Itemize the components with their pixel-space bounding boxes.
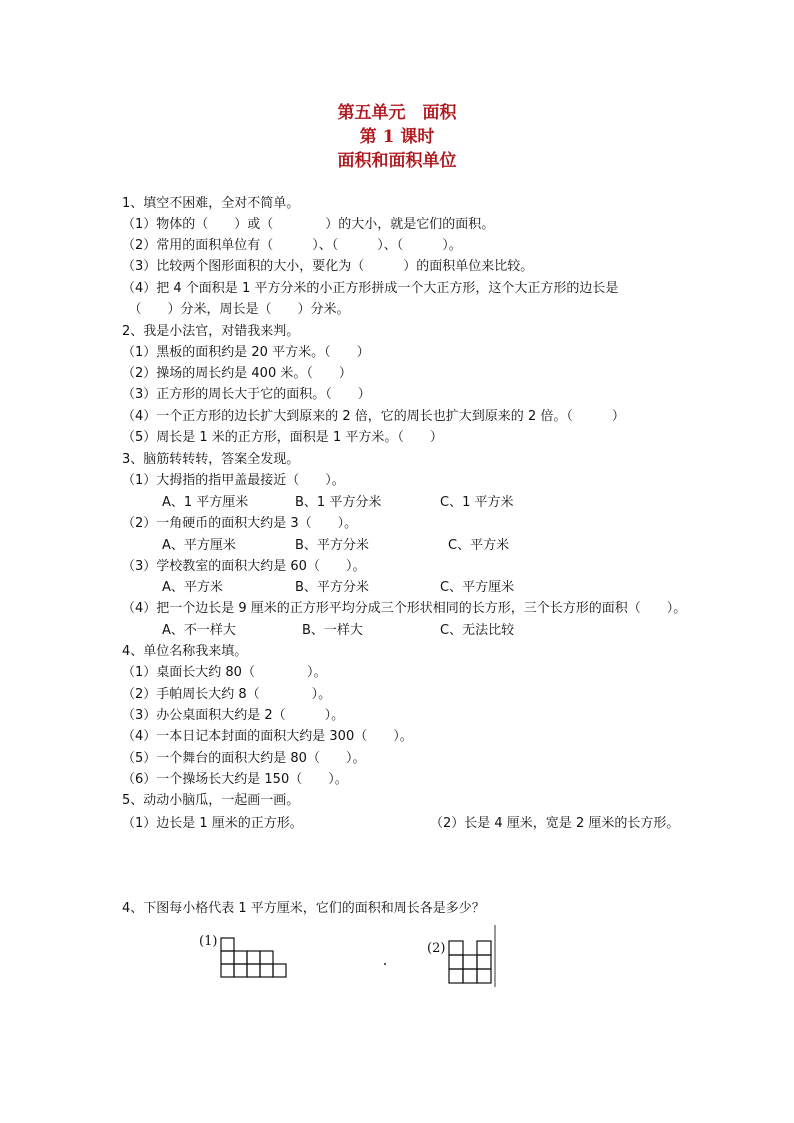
q1-4: （4）把 4 个面积是 1 平方分米的小正方形拼成一个大正方形，这个大正方形的边长是 xyxy=(122,281,619,296)
figure-1-grid xyxy=(220,937,290,983)
q3-4: （4）把一个边长是 9 厘米的正方形平均分成三个形状相同的长方形，三个长方形的面积（ ）。 xyxy=(122,601,687,616)
q3-3: （3）学校教室的面积大约是 60（ ）。 xyxy=(122,559,366,574)
q3-3-option-a: A、平方米 xyxy=(162,580,223,595)
unit-title: 第五单元 面积 xyxy=(337,103,457,123)
q2-heading: 2、我是小法官，对错我来判。 xyxy=(122,324,300,339)
q2-5: （5）周长是 1 米的正方形，面积是 1 平方米。（ ） xyxy=(122,430,443,445)
q1-1: （1）物体的（ ）或（ ）的大小，就是它们的面积。 xyxy=(122,217,495,232)
q3-3-option-c: C、平方厘米 xyxy=(440,580,515,595)
q3-1-option-a: A、1 平方厘米 xyxy=(162,495,249,510)
figure-2-label: (2) xyxy=(427,941,446,956)
q1-3: （3）比较两个图形面积的大小，要化为（ ）的面积单位来比较。 xyxy=(122,259,534,274)
q3-heading: 3、脑筋转转转，答案全发现。 xyxy=(122,452,300,467)
q2-4: （4）一个正方形的边长扩大到原来的 2 倍，它的周长也扩大到原来的 2 倍。（ ） xyxy=(122,409,625,424)
q3-2-option-c: C、平方米 xyxy=(448,538,510,553)
q6-heading: 4、下图每小格代表 1 平方厘米，它们的面积和周长各是多少？ xyxy=(122,901,485,916)
q4-1: （1）桌面长大约 80（ ）。 xyxy=(122,665,327,680)
q3-2-option-b: B、平方分米 xyxy=(295,538,369,553)
q4-3: （3）办公桌面积大约是 2（ ）。 xyxy=(122,708,345,723)
q3-1: （1）大拇指的指甲盖最接近（ ）。 xyxy=(122,473,345,488)
q2-3: （3）正方形的周长大于它的面积。（ ） xyxy=(122,387,371,402)
figure-2-grid xyxy=(448,925,498,987)
q1-4-cont: （ ）分米，周长是（ ）分米。 xyxy=(122,302,350,317)
q3-3-option-b: B、平方分米 xyxy=(295,580,369,595)
stray-mark xyxy=(384,963,386,965)
q3-4-option-c: C、无法比较 xyxy=(440,623,515,638)
q3-2-option-a: A、平方厘米 xyxy=(162,538,236,553)
q3-1-option-c: C、1 平方米 xyxy=(440,495,514,510)
topic-title: 面积和面积单位 xyxy=(337,151,457,171)
q5-1: （1）边长是 1 厘米的正方形。 xyxy=(122,816,303,831)
q4-heading: 4、单位名称我来填。 xyxy=(122,644,248,659)
q1-2: （2）常用的面积单位有（ ）、（ ）、（ ）。 xyxy=(122,238,462,253)
q4-2: （2）手帕周长大约 8（ ）。 xyxy=(122,687,332,702)
q3-1-option-b: B、1 平方分米 xyxy=(295,495,382,510)
figure-1-label: (1) xyxy=(199,934,218,949)
q3-4-option-b: B、一样大 xyxy=(302,623,363,638)
lesson-title: 第 1 课时 xyxy=(359,127,435,147)
q4-5: （5）一个舞台的面积大约是 80（ ）。 xyxy=(122,751,366,766)
q3-2: （2）一角硬币的面积大约是 3（ ）。 xyxy=(122,516,358,531)
q2-2: （2）操场的周长约是 400 米。（ ） xyxy=(122,366,352,381)
q4-6: （6）一个操场长大约是 150（ ）。 xyxy=(122,772,348,787)
q3-4-option-a: A、不一样大 xyxy=(162,623,236,638)
q1-heading: 1、填空不困难，全对不简单。 xyxy=(122,196,300,211)
q5-heading: 5、动动小脑瓜，一起画一画。 xyxy=(122,793,300,808)
q4-4: （4）一本日记本封面的面积大约是 300（ ）。 xyxy=(122,729,413,744)
q2-1: （1）黑板的面积约是 20 平方米。（ ） xyxy=(122,345,370,360)
q5-2: （2）长是 4 厘米，宽是 2 厘米的长方形。 xyxy=(430,816,680,831)
